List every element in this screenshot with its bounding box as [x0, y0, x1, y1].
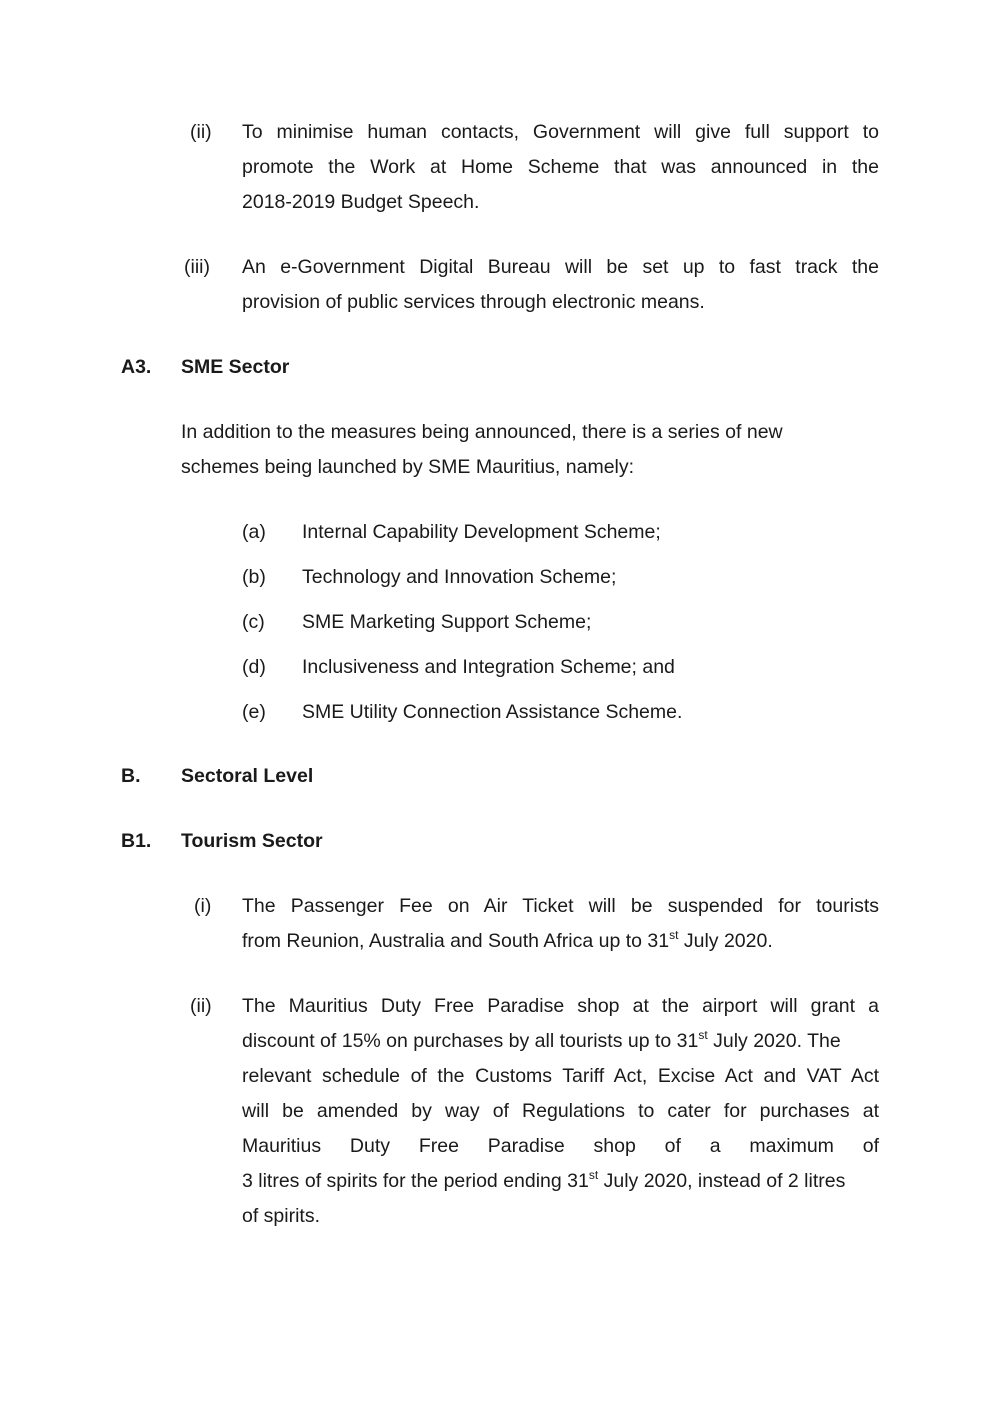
section-title: Sectoral Level: [181, 765, 314, 787]
item-marker: (e): [242, 701, 266, 723]
text-line: The Mauritius Duty Free Paradise shop at the airport will grant a: [242, 995, 879, 1017]
item-marker: (c): [242, 611, 265, 633]
text-segment: discount of 15% on purchases by all tourists up to 31: [242, 1030, 699, 1052]
item-marker: (ii): [190, 995, 212, 1017]
text-line: In addition to the measures being announced, there is a series of new: [181, 421, 783, 443]
item-text: [242, 115, 879, 220]
list-item: [0, 515, 1000, 550]
text-segment: July 2020, instead of 2 litres: [598, 1170, 846, 1192]
section-heading-b: [0, 759, 1000, 794]
item-marker: (i): [194, 895, 212, 917]
list-item: [0, 695, 1000, 730]
list-item: [0, 560, 1000, 595]
item-text: Technology and Innovation Scheme;: [302, 566, 617, 588]
section-title: Tourism Sector: [181, 830, 323, 852]
item-marker: (d): [242, 656, 266, 678]
item-marker: (iii): [184, 256, 210, 278]
text-line: promote the Work at Home Scheme that was announced in the: [242, 156, 879, 178]
ordinal-suffix: st: [588, 1167, 599, 1182]
section-heading-b1: [0, 824, 1000, 859]
a3-intro-paragraph: [181, 415, 881, 485]
text-line: [242, 1164, 879, 1199]
item-text: Internal Capability Development Scheme;: [302, 521, 661, 543]
item-text: Inclusiveness and Integration Scheme; and: [302, 656, 675, 678]
section-heading-a3: [0, 350, 1000, 385]
item-marker: (b): [242, 566, 266, 588]
text-line: provision of public services through electronic means.: [242, 291, 705, 313]
text-line: [242, 1024, 879, 1059]
item-text: [242, 250, 879, 320]
text-line: Mauritius Duty Free Paradise shop of a maximum of: [242, 1135, 879, 1157]
item-text: [242, 989, 879, 1234]
text-segment: from Reunion, Australia and South Africa up to 31: [242, 930, 670, 952]
ordinal-suffix: st: [698, 1027, 708, 1042]
text-line: 2018-2019 Budget Speech.: [242, 191, 480, 213]
text-line: schemes being launched by SME Mauritius, namely:: [181, 456, 635, 478]
text-line: relevant schedule of the Customs Tariff Act, Excise Act and VAT Act: [242, 1065, 879, 1087]
text-segment: July 2020. The: [707, 1030, 841, 1052]
text-line: will be amended by way of Regulations to cater for purchases at: [242, 1100, 879, 1122]
item-marker: (a): [242, 521, 266, 543]
item-text: [242, 889, 879, 959]
item-text: SME Utility Connection Assistance Scheme.: [302, 701, 683, 723]
section-number: B1.: [121, 830, 152, 852]
list-item: [0, 605, 1000, 640]
section-number: B.: [121, 765, 141, 787]
section-title: SME Sector: [181, 356, 290, 378]
item-text: SME Marketing Support Scheme;: [302, 611, 592, 633]
list-item: [0, 650, 1000, 685]
text-segment: 3 litres of spirits for the period ending 31: [242, 1170, 589, 1192]
text-line: of spirits.: [242, 1205, 321, 1227]
ordinal-suffix: st: [669, 927, 679, 942]
text-line: An e-Government Digital Bureau will be set up to fast track the: [242, 256, 879, 278]
section-number: A3.: [121, 356, 152, 378]
text-line: To minimise human contacts, Government will give full support to: [242, 121, 879, 143]
item-marker: (ii): [190, 121, 212, 143]
text-segment: July 2020.: [678, 930, 773, 952]
text-line: The Passenger Fee on Air Ticket will be suspended for tourists: [242, 895, 879, 917]
text-line: [242, 924, 879, 959]
